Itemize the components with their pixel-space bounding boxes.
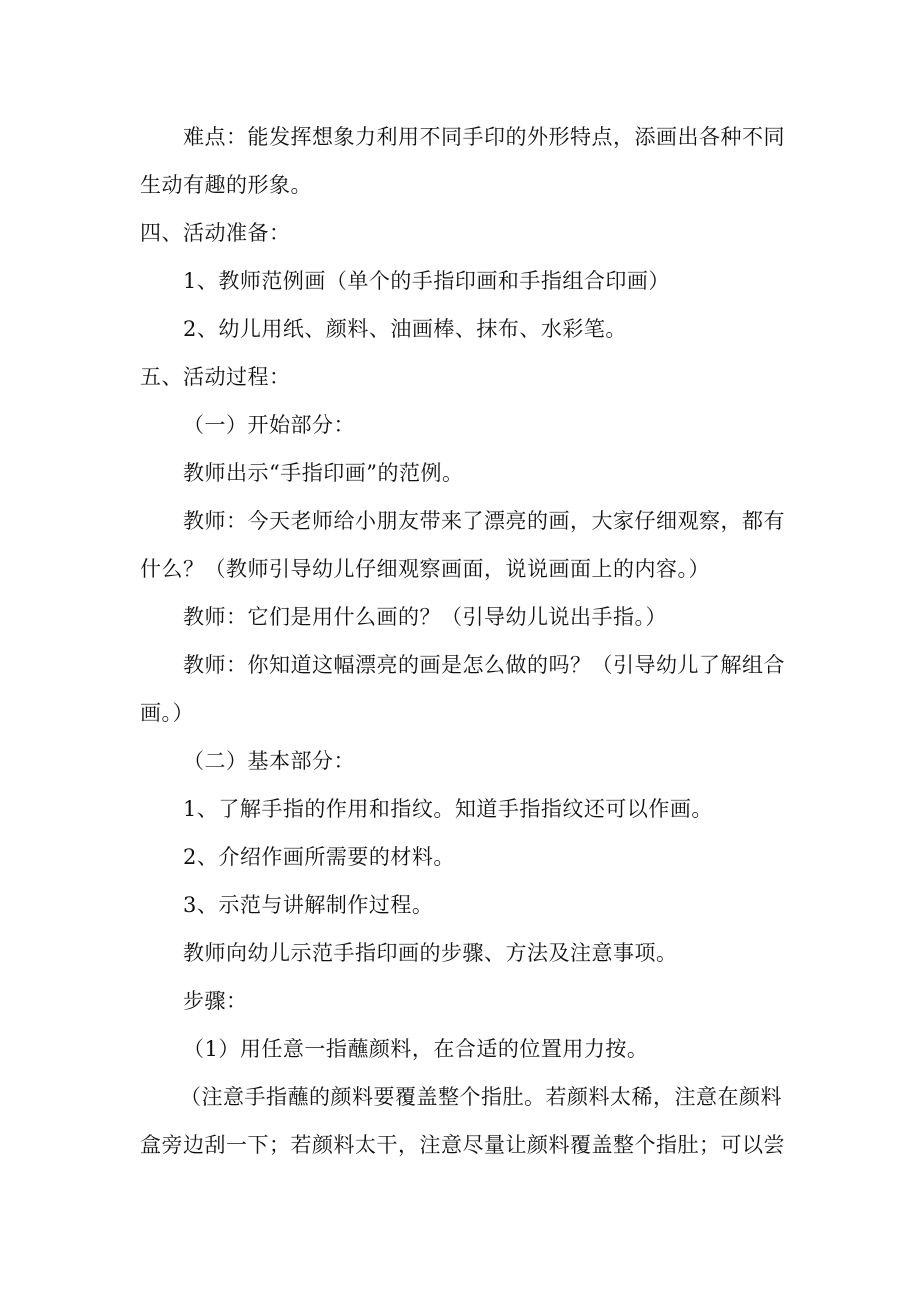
paragraph-difficulty-line-2: 生动有趣的形象。 [140,173,312,197]
steps-heading: 步骤： [183,989,248,1013]
preparation-item-2: 2、幼儿用纸、颜料、油画棒、抹布、水彩笔。 [183,317,627,341]
preparation-item-1: 1、教师范例画（单个的手指印画和手指组合印画） [183,269,670,293]
subsection-heading-opening: （一）开始部分： [183,413,355,437]
section-heading-preparation: 四、活动准备： [140,221,291,245]
paragraph-demo-steps: 教师向幼儿示范手指印画的步骤、方法及注意事项。 [183,941,678,965]
paragraph-teacher-1-line-2: 什么？（教师引导幼儿仔细观察画面，说说画面上的内容。） [140,557,710,581]
paragraph-difficulty-line-1: 难点：能发挥想象力利用不同手印的外形特点，添画出各种不同 [183,125,785,149]
basic-item-2: 2、介绍作画所需要的材料。 [183,845,455,869]
subsection-heading-basic: （二）基本部分： [183,749,355,773]
basic-item-3: 3、示范与讲解制作过程。 [183,893,434,917]
paragraph-teacher-1-line-1: 教师：今天老师给小朋友带来了漂亮的画，大家仔细观察，都有 [183,509,785,533]
paragraph-teacher-2: 教师：它们是用什么画的？（引导幼儿说出手指。） [183,605,667,629]
paragraph-teacher-3-line-2: 画。） [140,701,194,725]
step-1: （1）用任意一指蘸颜料，在合适的位置用力按。 [183,1037,649,1061]
paragraph-show-example: 教师出示“手指印画”的范例。 [183,461,464,485]
paragraph-teacher-3-line-1: 教师：你知道这幅漂亮的画是怎么做的吗？（引导幼儿了解组合 [183,653,785,677]
paragraph-note-line-1: （注意手指蘸的颜料要覆盖整个指肚。若颜料太稀，注意在颜料 [180,1085,782,1109]
paragraph-note-line-2: 盒旁边刮一下；若颜料太干，注意尽量让颜料覆盖整个指肚；可以尝 [140,1133,785,1157]
basic-item-1: 1、了解手指的作用和指纹。知道手指指纹还可以作画。 [183,797,713,821]
section-heading-process: 五、活动过程： [140,365,291,389]
